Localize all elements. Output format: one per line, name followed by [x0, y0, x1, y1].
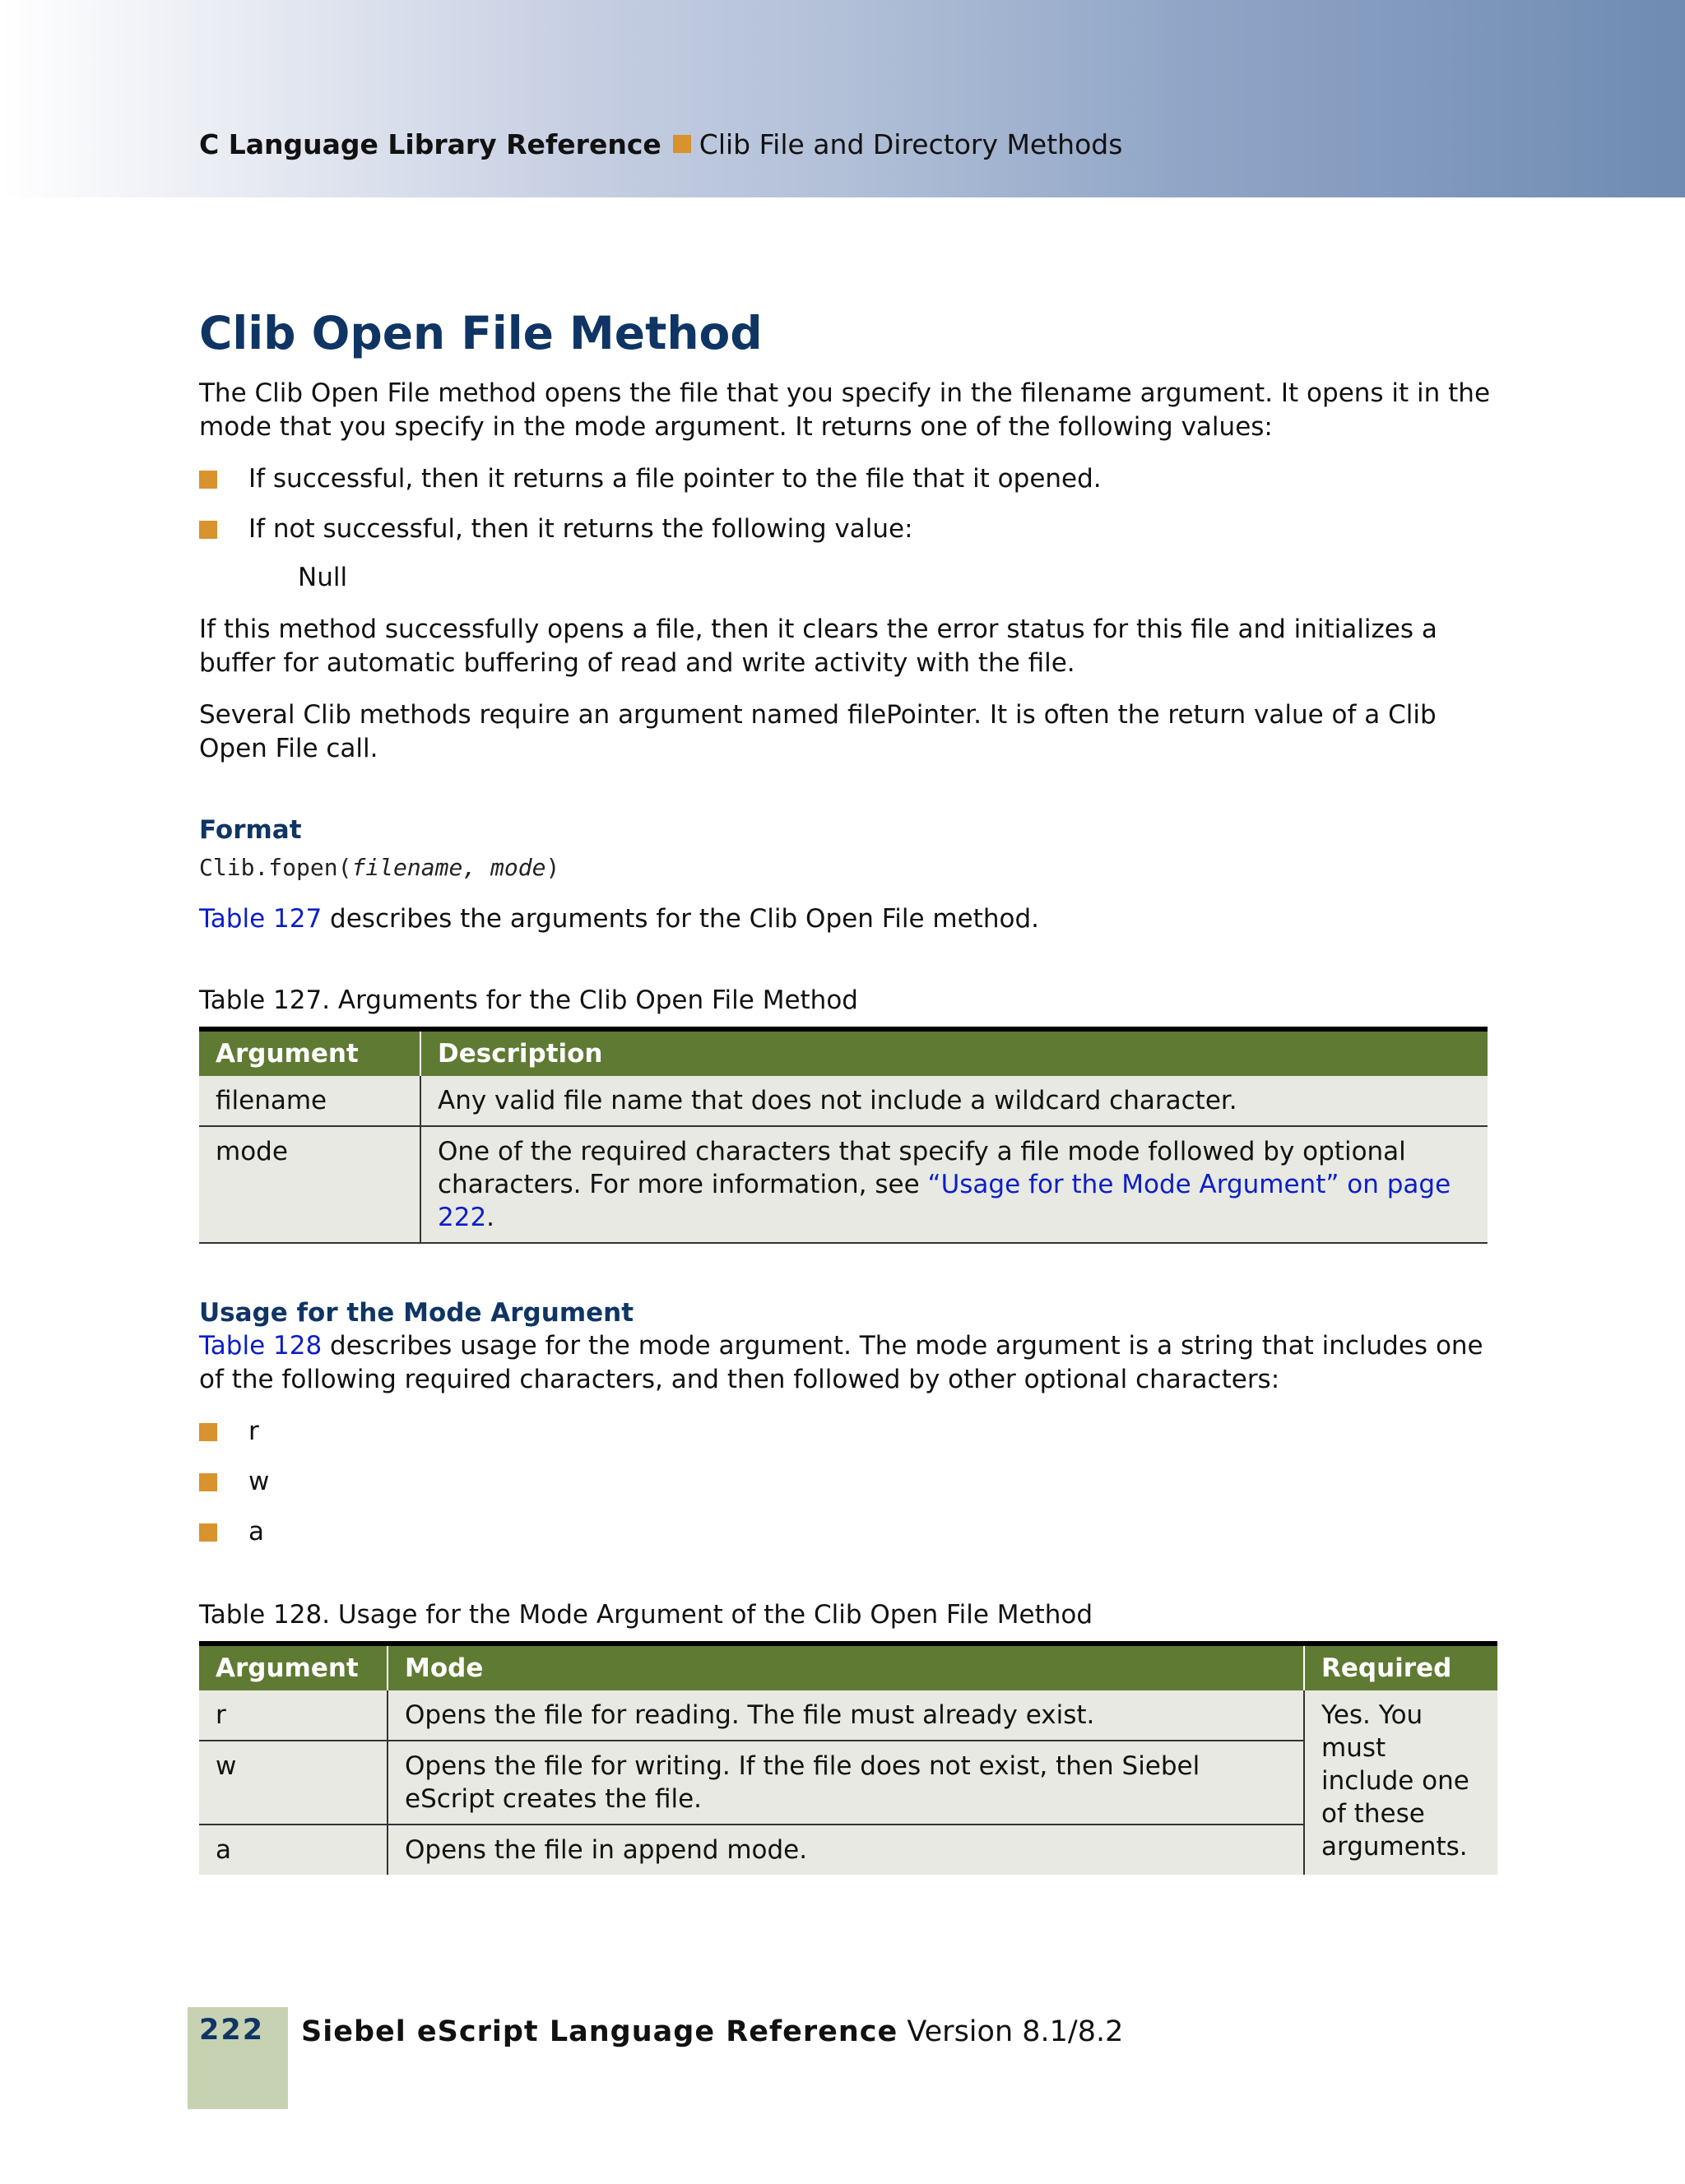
- running-header: [199, 128, 1122, 160]
- page-content: [199, 304, 1499, 1875]
- usage-paragraph: Table 128 describes usage for the mode argument. The mode argument is a string that includes one of the following required characters, and then followed by other optional characters:: [199, 1331, 1483, 1394]
- table127-link[interactable]: Table 127: [199, 904, 323, 934]
- mode-chars-list: [199, 1415, 1499, 1549]
- arguments-table: [199, 1027, 1488, 1244]
- column-header-argument: Argument: [199, 1029, 420, 1076]
- table-row: [199, 1076, 1488, 1126]
- list-item: If successful, then it returns a file pointer to the file that it opened.: [199, 462, 1499, 496]
- null-value: Null: [298, 563, 348, 592]
- cell-mode: Opens the file for writing. If the file does not exist, then Siebel eScript creates the file.: [388, 1741, 1304, 1825]
- cell-mode: Opens the file in append mode.: [388, 1825, 1304, 1875]
- footer-book-title: Siebel eScript Language Reference Version 8.1/8.2: [301, 2015, 1124, 2048]
- page-number: 222: [199, 2014, 265, 2047]
- list-item: If not successful, then it returns the following value:: [199, 512, 1499, 546]
- table-row: [199, 1741, 1497, 1825]
- usage-section-link[interactable]: “Usage for the Mode Argument” on page 222: [438, 1170, 1451, 1232]
- cell-description: One of the required characters that specify a file mode followed by optional characters. For more information, see “Usage for the Mode Argument” on page 222.: [420, 1126, 1488, 1243]
- table-row: [199, 1825, 1497, 1875]
- cell-argument: mode: [199, 1126, 420, 1243]
- column-header-description: Description: [420, 1029, 1488, 1076]
- column-header-argument: Argument: [199, 1644, 388, 1690]
- header-section-title: Clib File and Directory Methods: [699, 128, 1123, 160]
- usage-heading: Usage for the Mode Argument: [199, 1298, 634, 1328]
- square-bullet-icon: [673, 135, 691, 153]
- cell-argument: a: [199, 1825, 388, 1875]
- square-bullet-icon: [199, 1473, 217, 1491]
- list-item: w: [199, 1465, 1499, 1499]
- page-header: [0, 0, 1685, 197]
- column-header-mode: Mode: [388, 1644, 1304, 1690]
- cell-argument: r: [199, 1690, 388, 1741]
- cell-argument: filename: [199, 1076, 420, 1126]
- cell-argument: w: [199, 1741, 388, 1825]
- square-bullet-icon: [199, 521, 217, 539]
- table128-link[interactable]: Table 128: [199, 1331, 323, 1361]
- column-header-required: Required: [1304, 1644, 1497, 1690]
- list-item: a: [199, 1515, 1499, 1549]
- square-bullet-icon: [199, 1423, 217, 1441]
- filepointer-paragraph: Several Clib methods require an argument named filePointer. It is often the return value of a Clib Open File call.: [199, 700, 1437, 763]
- table127-reference: Table 127 describes the arguments for the Clib Open File method.: [199, 904, 1039, 934]
- square-bullet-icon: [199, 471, 217, 489]
- return-values-list: [199, 462, 1499, 546]
- cell-description: Any valid file name that does not include a wildcard character.: [420, 1076, 1488, 1126]
- mode-usage-table: [199, 1641, 1497, 1875]
- list-item: r: [199, 1415, 1499, 1449]
- table-row: [199, 1690, 1497, 1741]
- table127-caption: Table 127. Arguments for the Clib Open File Method: [199, 985, 858, 1015]
- page-title: Clib Open File Method: [199, 307, 763, 359]
- format-code: Clib.fopen(filename, mode): [199, 854, 560, 881]
- cell-mode: Opens the file for reading. The file must already exist.: [388, 1690, 1304, 1741]
- intro-paragraph: The Clib Open File method opens the file that you specify in the filename argument. It opens it in the mode that you specify in the mode argument. It returns one of the following values:: [199, 378, 1491, 442]
- table128-caption: Table 128. Usage for the Mode Argument of the Clib Open File Method: [199, 1600, 1093, 1630]
- table-row: [199, 1126, 1488, 1243]
- format-heading: Format: [199, 815, 302, 845]
- header-book-title: C Language Library Reference: [199, 128, 661, 160]
- error-status-paragraph: If this method successfully opens a file, then it clears the error status for this file and initializes a buffer for automatic buffering of read and write activity with the file.: [199, 614, 1437, 678]
- square-bullet-icon: [199, 1523, 217, 1542]
- cell-required: Yes. You must include one of these arguments.: [1304, 1690, 1497, 1875]
